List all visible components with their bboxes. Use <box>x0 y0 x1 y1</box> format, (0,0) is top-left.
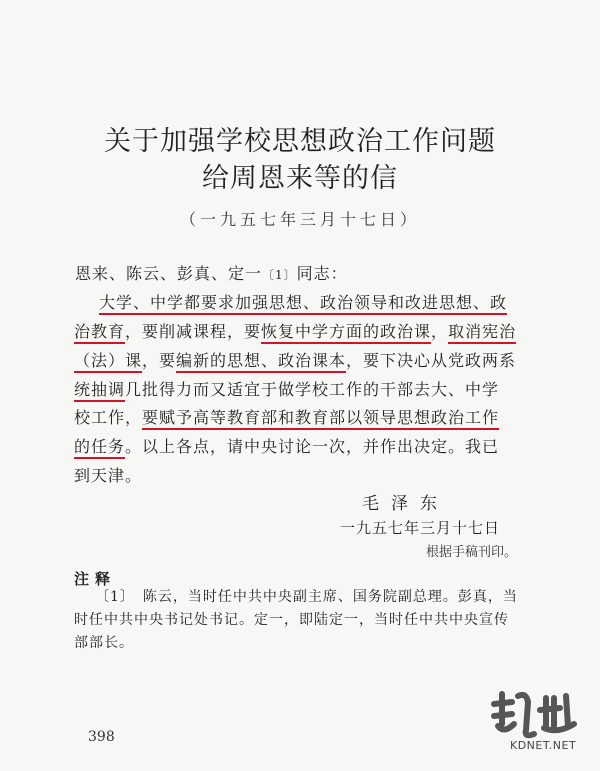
body-line-5 <box>74 405 499 431</box>
note-line-2: 时任中共中央书记处书记。定一，即陆定一，当时任中共中央宣传 <box>74 612 509 628</box>
note-line-1: 〔1〕 陈云，当时任中共中央副主席、国务院副总理。彭真，当 <box>95 589 518 605</box>
plain-text: 到天津。 <box>74 466 143 485</box>
notes-heading: 注释 <box>74 570 117 588</box>
underlined-text: 治教育 <box>74 322 125 344</box>
plain-text: 校工作， <box>74 408 143 427</box>
underlined-text: 要赋予高等教育部和教育部以领导思想政治工作 <box>142 408 499 430</box>
plain-text: 几批得力而又适宜于做学校工作的干部去大、中学 <box>125 380 500 399</box>
signature-name: 毛泽东 <box>362 494 449 514</box>
body-line-6 <box>74 434 499 460</box>
salutation-end: 同志： <box>296 264 348 283</box>
plain-text: ，要下决心从党政两系 <box>346 351 517 370</box>
underlined-text: 编新的思想、政治课本 <box>176 351 346 373</box>
plain-text: ，要 <box>142 351 177 370</box>
body-line-4 <box>74 377 499 403</box>
document-date: （一九五七年三月十七日） <box>179 210 420 229</box>
plain-text: ， <box>431 322 449 341</box>
footnote-ref-1: 〔1〕 <box>262 268 297 282</box>
title-line-1: 关于加强学校思想政治工作问题 <box>104 126 496 157</box>
signature-date: 一九五七年三月十七日 <box>340 519 501 537</box>
underlined-text: 大学、中学都要求加强思想、政治领导和改进思想、政 <box>99 293 507 315</box>
body-line-7 <box>74 463 142 489</box>
salutation-names: 恩来、陈云、彭真、定一 <box>75 264 263 283</box>
title-line-2: 给周恩来等的信 <box>202 163 398 194</box>
underlined-text: 的任务 <box>74 437 125 459</box>
underlined-text: 取消宪治 <box>448 322 516 344</box>
salutation <box>75 261 348 284</box>
page-number: 398 <box>88 729 115 745</box>
note-line-3: 部部长。 <box>74 635 134 651</box>
underlined-text: 恢复中学方面的政治课 <box>261 322 431 344</box>
body-line-2 <box>74 319 516 345</box>
body-line-1 <box>99 290 561 316</box>
plain-text: ，要削减课程，要 <box>125 322 262 341</box>
underlined-text: 统抽调 <box>74 380 125 402</box>
plain-text: 。以上各点，请中央讨论一次，并作出决定。我已 <box>125 437 500 456</box>
body-line-3 <box>74 348 516 374</box>
underlined-text: （法）课 <box>74 351 142 373</box>
source-note: 根据手稿刊印。 <box>426 545 518 560</box>
watermark-site: KDNET.NET <box>510 739 577 752</box>
